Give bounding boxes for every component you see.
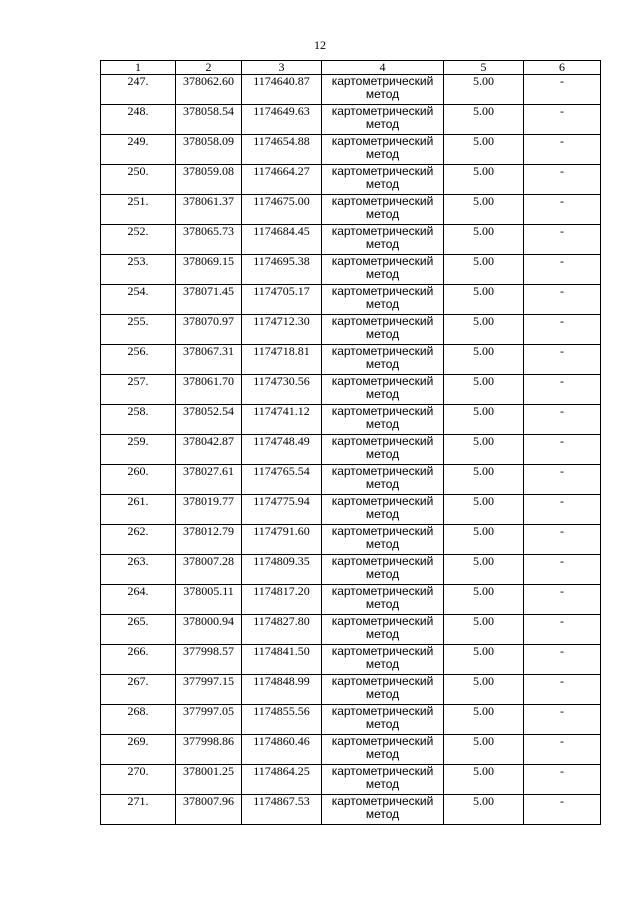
point-number-cell: 263.	[101, 555, 176, 585]
method-cell	[322, 165, 444, 195]
point-number-cell: 267.	[101, 675, 176, 705]
description-cell: -	[524, 705, 601, 735]
method-cell	[322, 135, 444, 165]
table-row	[101, 465, 601, 495]
coordinate-x-cell: 377998.86	[176, 735, 242, 765]
accuracy-cell: 5.00	[444, 675, 524, 705]
method-line-2: метод	[365, 687, 400, 701]
method-cell	[322, 795, 444, 825]
method-cell	[322, 315, 444, 345]
accuracy-cell: 5.00	[444, 375, 524, 405]
coordinate-y-cell: 1174684.45	[242, 225, 322, 255]
method-line-1: картометрический	[331, 254, 434, 268]
method-line-1: картометрический	[331, 284, 434, 298]
method-line-2: метод	[365, 357, 400, 371]
method-line-2: метод	[365, 177, 400, 191]
accuracy-cell: 5.00	[444, 405, 524, 435]
table-row	[101, 555, 601, 585]
method-cell	[322, 75, 444, 105]
method-line-2: метод	[365, 597, 400, 611]
description-cell: -	[524, 105, 601, 135]
point-number-cell: 254.	[101, 285, 176, 315]
point-number-cell: 255.	[101, 315, 176, 345]
description-cell: -	[524, 795, 601, 825]
method-line-2: метод	[365, 507, 400, 521]
point-number-cell: 260.	[101, 465, 176, 495]
method-cell	[322, 345, 444, 375]
point-number-cell: 249.	[101, 135, 176, 165]
coordinate-y-cell: 1174654.88	[242, 135, 322, 165]
coordinate-y-cell: 1174817.20	[242, 585, 322, 615]
coordinate-x-cell: 378061.37	[176, 195, 242, 225]
accuracy-cell: 5.00	[444, 435, 524, 465]
method-line-2: метод	[365, 807, 400, 821]
method-line-2: метод	[365, 447, 400, 461]
method-cell	[322, 225, 444, 255]
coordinate-x-cell: 378019.77	[176, 495, 242, 525]
method-line-1: картометрический	[331, 524, 434, 538]
method-cell	[322, 435, 444, 465]
method-line-2: метод	[365, 267, 400, 281]
table-row	[101, 495, 601, 525]
column-header: 6	[524, 61, 601, 75]
description-cell: -	[524, 525, 601, 555]
accuracy-cell: 5.00	[444, 495, 524, 525]
method-cell	[322, 405, 444, 435]
method-line-1: картометрический	[331, 584, 434, 598]
coordinate-x-cell: 377998.57	[176, 645, 242, 675]
table-row	[101, 75, 601, 105]
accuracy-cell: 5.00	[444, 225, 524, 255]
method-line-2: метод	[365, 297, 400, 311]
table-row	[101, 135, 601, 165]
description-cell: -	[524, 345, 601, 375]
coordinate-y-cell: 1174860.46	[242, 735, 322, 765]
table-row	[101, 585, 601, 615]
coordinate-x-cell: 378007.96	[176, 795, 242, 825]
description-cell: -	[524, 735, 601, 765]
method-cell	[322, 615, 444, 645]
method-line-1: картометрический	[331, 614, 434, 628]
method-cell	[322, 555, 444, 585]
point-number-cell: 248.	[101, 105, 176, 135]
accuracy-cell: 5.00	[444, 165, 524, 195]
coordinate-x-cell: 378069.15	[176, 255, 242, 285]
point-number-cell: 256.	[101, 345, 176, 375]
point-number-cell: 250.	[101, 165, 176, 195]
method-cell	[322, 105, 444, 135]
method-line-1: картометрический	[331, 134, 434, 148]
accuracy-cell: 5.00	[444, 135, 524, 165]
accuracy-cell: 5.00	[444, 765, 524, 795]
coordinate-x-cell: 378062.60	[176, 75, 242, 105]
method-line-2: метод	[365, 627, 400, 641]
coordinate-y-cell: 1174705.17	[242, 285, 322, 315]
method-line-2: метод	[365, 237, 400, 251]
coordinates-table	[100, 60, 601, 825]
method-line-1: картометрический	[331, 194, 434, 208]
table-row	[101, 705, 601, 735]
method-line-2: метод	[365, 387, 400, 401]
method-line-2: метод	[365, 207, 400, 221]
method-cell	[322, 495, 444, 525]
coordinate-y-cell: 1174730.56	[242, 375, 322, 405]
accuracy-cell: 5.00	[444, 615, 524, 645]
method-cell	[322, 675, 444, 705]
coordinate-y-cell: 1174848.99	[242, 675, 322, 705]
description-cell: -	[524, 555, 601, 585]
column-header: 2	[176, 61, 242, 75]
table-row	[101, 285, 601, 315]
coordinate-x-cell: 378000.94	[176, 615, 242, 645]
method-cell	[322, 195, 444, 225]
description-cell: -	[524, 165, 601, 195]
table-row	[101, 375, 601, 405]
accuracy-cell: 5.00	[444, 75, 524, 105]
coordinate-x-cell: 378012.79	[176, 525, 242, 555]
coordinate-y-cell: 1174712.30	[242, 315, 322, 345]
description-cell: -	[524, 675, 601, 705]
coordinate-y-cell: 1174741.12	[242, 405, 322, 435]
coordinate-x-cell: 378027.61	[176, 465, 242, 495]
coordinate-y-cell: 1174640.87	[242, 75, 322, 105]
accuracy-cell: 5.00	[444, 105, 524, 135]
method-cell	[322, 525, 444, 555]
method-cell	[322, 255, 444, 285]
table-row	[101, 255, 601, 285]
coordinate-y-cell: 1174675.00	[242, 195, 322, 225]
accuracy-cell: 5.00	[444, 795, 524, 825]
table-row	[101, 435, 601, 465]
description-cell: -	[524, 405, 601, 435]
description-cell: -	[524, 75, 601, 105]
accuracy-cell: 5.00	[444, 285, 524, 315]
method-line-1: картометрический	[331, 494, 434, 508]
coordinate-y-cell: 1174867.53	[242, 795, 322, 825]
coordinate-x-cell: 378067.31	[176, 345, 242, 375]
method-line-1: картометрический	[331, 74, 434, 88]
method-line-2: метод	[365, 147, 400, 161]
coordinate-y-cell: 1174649.63	[242, 105, 322, 135]
accuracy-cell: 5.00	[444, 345, 524, 375]
coordinate-x-cell: 378052.54	[176, 405, 242, 435]
table-row	[101, 345, 601, 375]
method-line-1: картометрический	[331, 374, 434, 388]
method-line-1: картометрический	[331, 794, 434, 808]
method-line-1: картометрический	[331, 434, 434, 448]
method-line-1: картометрический	[331, 734, 434, 748]
description-cell: -	[524, 285, 601, 315]
accuracy-cell: 5.00	[444, 555, 524, 585]
point-number-cell: 257.	[101, 375, 176, 405]
method-cell	[322, 705, 444, 735]
table-row	[101, 765, 601, 795]
accuracy-cell: 5.00	[444, 465, 524, 495]
description-cell: -	[524, 495, 601, 525]
description-cell: -	[524, 585, 601, 615]
coordinate-x-cell: 378005.11	[176, 585, 242, 615]
point-number-cell: 269.	[101, 735, 176, 765]
method-line-1: картометрический	[331, 224, 434, 238]
description-cell: -	[524, 435, 601, 465]
point-number-cell: 253.	[101, 255, 176, 285]
accuracy-cell: 5.00	[444, 735, 524, 765]
point-number-cell: 265.	[101, 615, 176, 645]
method-line-2: метод	[365, 117, 400, 131]
description-cell: -	[524, 195, 601, 225]
column-header: 3	[242, 61, 322, 75]
description-cell: -	[524, 255, 601, 285]
coordinate-y-cell: 1174855.56	[242, 705, 322, 735]
coordinate-x-cell: 378065.73	[176, 225, 242, 255]
method-cell	[322, 735, 444, 765]
method-line-2: метод	[365, 747, 400, 761]
coordinate-y-cell: 1174809.35	[242, 555, 322, 585]
description-cell: -	[524, 615, 601, 645]
table-row	[101, 405, 601, 435]
method-line-1: картометрический	[331, 554, 434, 568]
table-row	[101, 225, 601, 255]
coordinate-x-cell: 378061.70	[176, 375, 242, 405]
page-number: 12	[314, 38, 326, 52]
method-cell	[322, 375, 444, 405]
coordinate-x-cell: 378070.97	[176, 315, 242, 345]
description-cell: -	[524, 465, 601, 495]
description-cell: -	[524, 135, 601, 165]
coordinate-x-cell: 378059.08	[176, 165, 242, 195]
coordinate-x-cell: 378058.09	[176, 135, 242, 165]
table-header-row	[101, 61, 601, 75]
method-line-1: картометрический	[331, 764, 434, 778]
point-number-cell: 258.	[101, 405, 176, 435]
point-number-cell: 259.	[101, 435, 176, 465]
coordinate-y-cell: 1174695.38	[242, 255, 322, 285]
table-row	[101, 645, 601, 675]
description-cell: -	[524, 765, 601, 795]
point-number-cell: 261.	[101, 495, 176, 525]
column-header: 4	[322, 61, 444, 75]
description-cell: -	[524, 315, 601, 345]
point-number-cell: 268.	[101, 705, 176, 735]
method-line-2: метод	[365, 477, 400, 491]
coordinate-y-cell: 1174841.50	[242, 645, 322, 675]
table-row	[101, 525, 601, 555]
point-number-cell: 252.	[101, 225, 176, 255]
method-line-1: картометрический	[331, 464, 434, 478]
coordinate-x-cell: 377997.15	[176, 675, 242, 705]
coordinate-x-cell: 378058.54	[176, 105, 242, 135]
point-number-cell: 271.	[101, 795, 176, 825]
table-row	[101, 615, 601, 645]
method-line-1: картометрический	[331, 404, 434, 418]
coordinate-y-cell: 1174791.60	[242, 525, 322, 555]
method-line-1: картометрический	[331, 644, 434, 658]
coordinate-x-cell: 378001.25	[176, 765, 242, 795]
table-row	[101, 105, 601, 135]
method-line-1: картометрический	[331, 104, 434, 118]
point-number-cell: 262.	[101, 525, 176, 555]
accuracy-cell: 5.00	[444, 315, 524, 345]
table-row	[101, 795, 601, 825]
method-line-1: картометрический	[331, 164, 434, 178]
column-header: 1	[101, 61, 176, 75]
point-number-cell: 247.	[101, 75, 176, 105]
method-line-1: картометрический	[331, 674, 434, 688]
method-line-1: картометрический	[331, 704, 434, 718]
method-line-1: картометрический	[331, 344, 434, 358]
method-line-1: картометрический	[331, 314, 434, 328]
description-cell: -	[524, 225, 601, 255]
coordinate-x-cell: 377997.05	[176, 705, 242, 735]
description-cell: -	[524, 645, 601, 675]
method-line-2: метод	[365, 777, 400, 791]
coordinate-x-cell: 378007.28	[176, 555, 242, 585]
coordinate-y-cell: 1174664.27	[242, 165, 322, 195]
method-line-2: метод	[365, 567, 400, 581]
accuracy-cell: 5.00	[444, 705, 524, 735]
coordinate-x-cell: 378071.45	[176, 285, 242, 315]
coordinate-y-cell: 1174775.94	[242, 495, 322, 525]
accuracy-cell: 5.00	[444, 585, 524, 615]
coordinate-y-cell: 1174765.54	[242, 465, 322, 495]
column-header: 5	[444, 61, 524, 75]
description-cell: -	[524, 375, 601, 405]
method-cell	[322, 285, 444, 315]
accuracy-cell: 5.00	[444, 525, 524, 555]
coordinate-y-cell: 1174748.49	[242, 435, 322, 465]
method-cell	[322, 465, 444, 495]
coordinate-x-cell: 378042.87	[176, 435, 242, 465]
method-line-2: метод	[365, 87, 400, 101]
coordinate-y-cell: 1174827.80	[242, 615, 322, 645]
coordinate-y-cell: 1174718.81	[242, 345, 322, 375]
table-row	[101, 165, 601, 195]
method-line-2: метод	[365, 417, 400, 431]
method-line-2: метод	[365, 537, 400, 551]
method-line-2: метод	[365, 657, 400, 671]
table-row	[101, 315, 601, 345]
method-cell	[322, 645, 444, 675]
table-row	[101, 195, 601, 225]
accuracy-cell: 5.00	[444, 195, 524, 225]
accuracy-cell: 5.00	[444, 255, 524, 285]
method-line-2: метод	[365, 327, 400, 341]
method-cell	[322, 585, 444, 615]
accuracy-cell: 5.00	[444, 645, 524, 675]
table-row	[101, 675, 601, 705]
method-line-2: метод	[365, 717, 400, 731]
method-cell	[322, 765, 444, 795]
coordinate-y-cell: 1174864.25	[242, 765, 322, 795]
point-number-cell: 270.	[101, 765, 176, 795]
point-number-cell: 264.	[101, 585, 176, 615]
point-number-cell: 266.	[101, 645, 176, 675]
table-row	[101, 735, 601, 765]
point-number-cell: 251.	[101, 195, 176, 225]
